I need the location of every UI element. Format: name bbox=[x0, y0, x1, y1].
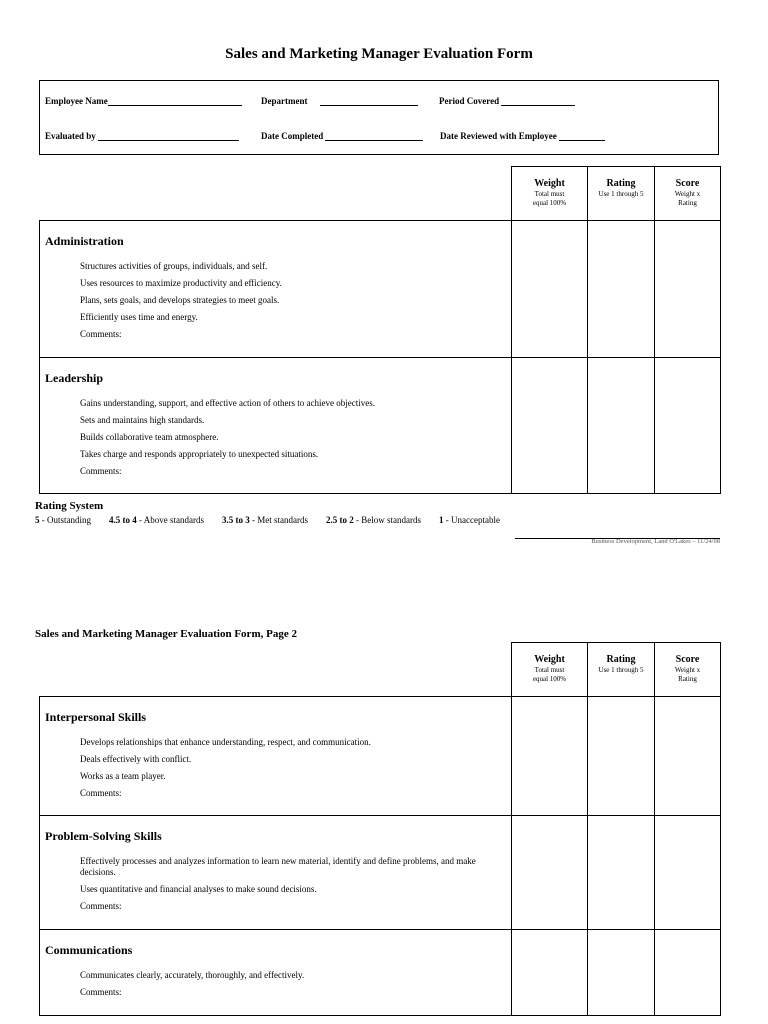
weight-header-sub1: Total must bbox=[534, 190, 565, 198]
rating-cell[interactable] bbox=[588, 697, 655, 816]
rating-label: - Outstanding bbox=[39, 515, 91, 525]
criteria-item: Deals effectively with conflict. bbox=[80, 754, 192, 764]
criteria-item: Plans, sets goals, and develops strategies to meet goals. bbox=[80, 295, 280, 305]
period-covered-label: Period Covered bbox=[439, 96, 500, 106]
department-line[interactable] bbox=[320, 96, 418, 106]
criteria-item: Builds collaborative team atmosphere. bbox=[80, 432, 219, 442]
evaluated-by-line[interactable] bbox=[98, 131, 239, 141]
criteria-list bbox=[80, 398, 511, 477]
score-header bbox=[655, 167, 721, 221]
comments-label: Comments: bbox=[80, 788, 122, 798]
rating-system-legend bbox=[35, 515, 500, 525]
rating-header bbox=[588, 643, 655, 697]
criteria-list bbox=[80, 856, 511, 912]
criteria-item: Efficiently uses time and energy. bbox=[80, 312, 198, 322]
rating-key: 1 bbox=[439, 515, 444, 525]
comments-label: Comments: bbox=[80, 901, 122, 911]
rating-level bbox=[439, 515, 500, 525]
date-reviewed-label: Date Reviewed with Employee bbox=[440, 131, 557, 141]
weight-header-sub2: equal 100% bbox=[532, 199, 567, 207]
evaluated-by-field[interactable] bbox=[45, 131, 239, 141]
section-row-leadership bbox=[40, 358, 721, 494]
criteria-list bbox=[80, 737, 511, 799]
page2-title: Sales and Marketing Manager Evaluation Form, Page 2 bbox=[35, 628, 297, 640]
section-row-interpersonal bbox=[40, 697, 721, 816]
rating-cell[interactable] bbox=[588, 816, 655, 930]
rating-label: - Unacceptable bbox=[443, 515, 500, 525]
section-administration bbox=[40, 221, 512, 358]
rating-system-title: Rating System bbox=[35, 500, 104, 512]
rating-label: - Met standards bbox=[249, 515, 308, 525]
weight-cell[interactable] bbox=[512, 816, 588, 930]
department-field[interactable] bbox=[261, 96, 418, 106]
rating-header bbox=[588, 167, 655, 221]
evaluated-by-label: Evaluated by bbox=[45, 131, 96, 141]
weight-cell[interactable] bbox=[512, 697, 588, 816]
rating-header-sub1: Use 1 through 5 bbox=[598, 190, 644, 198]
comments-label: Comments: bbox=[80, 987, 122, 997]
section-title: Leadership bbox=[45, 371, 104, 385]
score-header-sub1: Weight x bbox=[674, 190, 701, 198]
weight-cell[interactable] bbox=[512, 358, 588, 494]
score-header-sub2: Rating bbox=[678, 199, 697, 207]
column-header-row bbox=[40, 643, 721, 697]
criteria-item: Develops relationships that enhance understanding, respect, and communication. bbox=[80, 737, 371, 747]
criteria-item: Structures activities of groups, individuals, and self. bbox=[80, 261, 268, 271]
rating-cell[interactable] bbox=[588, 221, 655, 358]
column-header-row bbox=[40, 167, 721, 221]
date-reviewed-field[interactable] bbox=[440, 131, 605, 141]
employee-name-line[interactable] bbox=[108, 96, 242, 106]
section-problem-solving-skills bbox=[40, 816, 512, 930]
criteria-item: Effectively processes and analyzes information to learn new material, identify and define problems, and make decisions. bbox=[80, 856, 476, 877]
weight-header-sub1: Total must bbox=[534, 666, 565, 674]
section-title: Problem-Solving Skills bbox=[45, 829, 162, 843]
section-leadership bbox=[40, 358, 512, 494]
employee-info-box bbox=[39, 80, 719, 155]
weight-header bbox=[512, 643, 588, 697]
score-header-title: Score bbox=[675, 654, 700, 665]
section-title: Communications bbox=[45, 943, 133, 957]
rating-label: - Below standards bbox=[353, 515, 421, 525]
score-header-title: Score bbox=[675, 178, 700, 189]
date-completed-field[interactable] bbox=[261, 131, 423, 141]
section-interpersonal-skills bbox=[40, 697, 512, 816]
weight-header-sub2: equal 100% bbox=[532, 675, 567, 683]
rating-level bbox=[35, 515, 91, 525]
rating-key: 4.5 to 4 bbox=[109, 515, 137, 525]
form-title: Sales and Marketing Manager Evaluation Form bbox=[225, 46, 533, 62]
section-row-communications bbox=[40, 930, 721, 1016]
score-header-sub2: Rating bbox=[678, 675, 697, 683]
criteria-item: Takes charge and responds appropriately to unexpected situations. bbox=[80, 449, 319, 459]
score-cell[interactable] bbox=[655, 930, 721, 1016]
section-title: Administration bbox=[45, 234, 124, 248]
criteria-item: Gains understanding, support, and effective action of others to achieve objectives. bbox=[80, 398, 375, 408]
employee-name-label: Employee Name bbox=[45, 96, 108, 106]
department-label: Department bbox=[261, 96, 308, 106]
evaluation-table-page1 bbox=[39, 166, 721, 494]
score-cell[interactable] bbox=[655, 221, 721, 358]
date-reviewed-line[interactable] bbox=[559, 131, 605, 141]
section-row-problem-solving bbox=[40, 816, 721, 930]
rating-cell[interactable] bbox=[588, 358, 655, 494]
period-covered-line[interactable] bbox=[501, 96, 575, 106]
period-covered-field[interactable] bbox=[439, 96, 575, 106]
criteria-item: Uses quantitative and financial analyses to make sound decisions. bbox=[80, 884, 317, 894]
evaluation-table-page2 bbox=[39, 642, 721, 1016]
score-header bbox=[655, 643, 721, 697]
score-cell[interactable] bbox=[655, 816, 721, 930]
rating-level bbox=[326, 515, 421, 525]
rating-level bbox=[222, 515, 308, 525]
employee-name-field[interactable] bbox=[45, 96, 242, 106]
rating-cell[interactable] bbox=[588, 930, 655, 1016]
section-communications bbox=[40, 930, 512, 1016]
rating-header-sub1: Use 1 through 5 bbox=[598, 666, 644, 674]
section-row-administration bbox=[40, 221, 721, 358]
footer-text: Business Development, Land O'Lakes – 11/24/08 bbox=[591, 538, 720, 545]
rating-header-title: Rating bbox=[606, 178, 636, 189]
criteria-list bbox=[80, 261, 511, 340]
rating-key: 2.5 to 2 bbox=[326, 515, 354, 525]
criteria-item: Sets and maintains high standards. bbox=[80, 415, 205, 425]
comments-label: Comments: bbox=[80, 329, 122, 339]
weight-cell[interactable] bbox=[512, 221, 588, 358]
score-cell[interactable] bbox=[655, 358, 721, 494]
rating-label: - Above standards bbox=[136, 515, 204, 525]
criteria-item: Communicates clearly, accurately, thoroughly, and effectively. bbox=[80, 970, 305, 980]
criteria-list bbox=[80, 970, 511, 998]
weight-header-title: Weight bbox=[534, 178, 565, 189]
criteria-item: Works as a team player. bbox=[80, 771, 166, 781]
criteria-item: Uses resources to maximize productivity and efficiency. bbox=[80, 278, 282, 288]
section-title: Interpersonal Skills bbox=[45, 710, 147, 724]
rating-header-title: Rating bbox=[606, 654, 636, 665]
weight-header-title: Weight bbox=[534, 654, 565, 665]
date-completed-label: Date Completed bbox=[261, 131, 324, 141]
weight-cell[interactable] bbox=[512, 930, 588, 1016]
score-header-sub1: Weight x bbox=[674, 666, 701, 674]
rating-key: 3.5 to 3 bbox=[222, 515, 250, 525]
rating-level bbox=[109, 515, 204, 525]
score-cell[interactable] bbox=[655, 697, 721, 816]
comments-label: Comments: bbox=[80, 466, 122, 476]
weight-header bbox=[512, 167, 588, 221]
date-completed-line[interactable] bbox=[325, 131, 423, 141]
rating-key: 5 bbox=[35, 515, 40, 525]
